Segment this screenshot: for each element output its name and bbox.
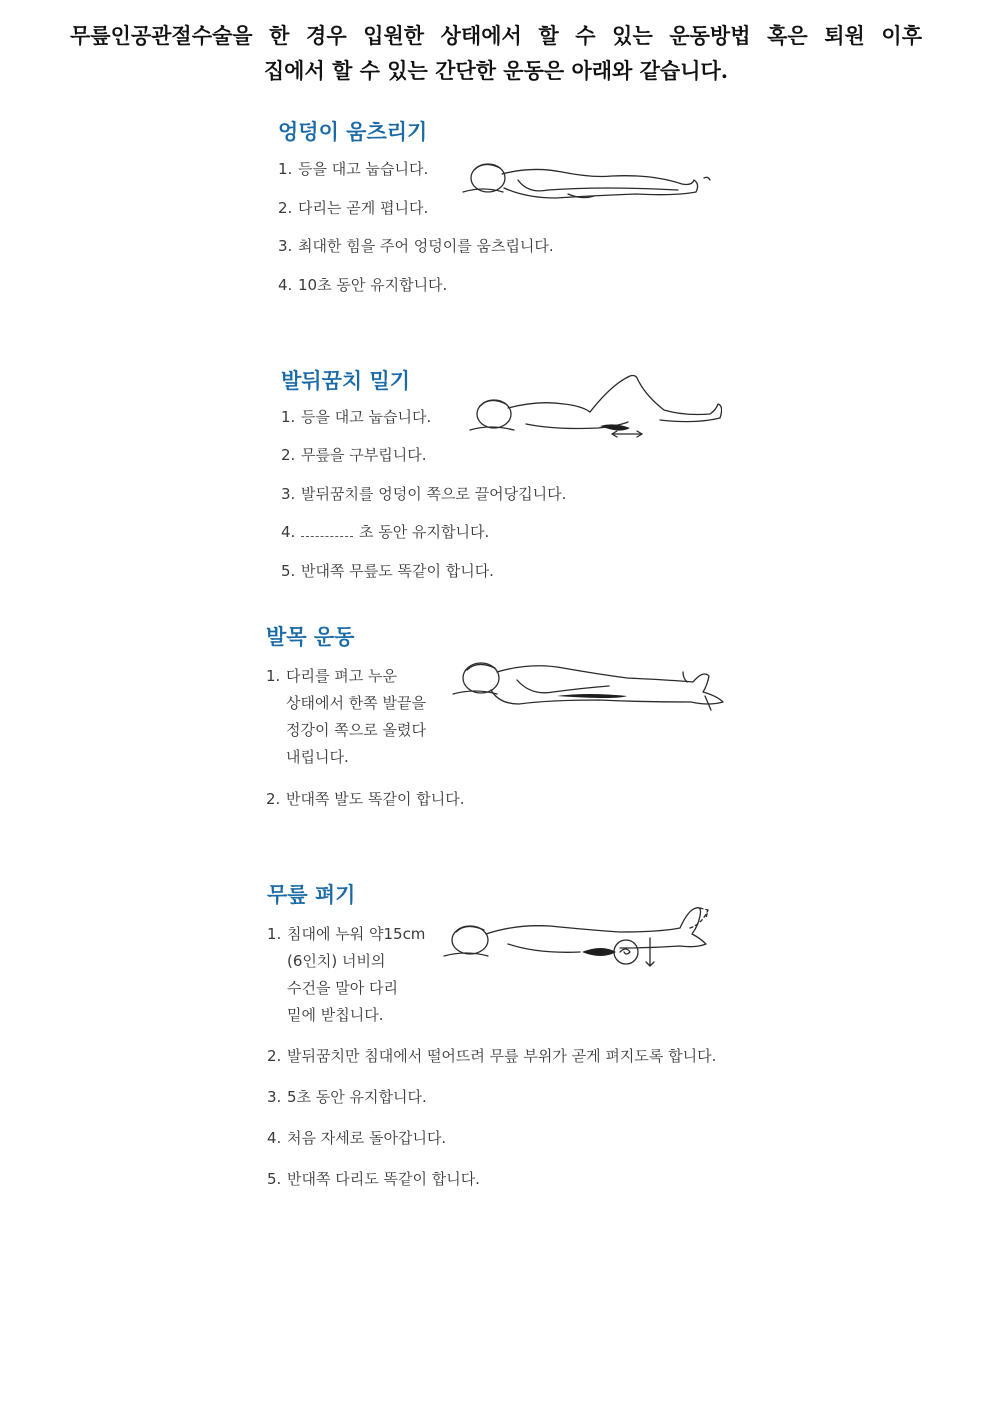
step-item (267, 921, 425, 1029)
step-text-line: 정강이 쪽으로 올렸다 (286, 721, 426, 739)
step-item (281, 442, 426, 469)
section-title: 무릎 펴기 (267, 883, 356, 907)
step-text: 등을 대고 눕습니다. (298, 160, 429, 178)
step-text: 반대쪽 발도 똑같이 합니다. (286, 790, 465, 808)
ankle-pump-illustration (447, 648, 731, 730)
step-number: 5. (267, 1170, 282, 1188)
step-number: 4. (278, 276, 293, 294)
step-item (281, 558, 494, 585)
step-number: 4. (281, 523, 296, 541)
step-number: 3. (281, 485, 296, 503)
step-text: 발뒤꿈치를 엉덩이 쪽으로 끌어당깁니다. (301, 485, 567, 503)
intro-line-2: 집에서 할 수 있는 간단한 운동은 아래와 같습니다. (263, 58, 729, 83)
step-number: 2. (266, 790, 281, 808)
step-item (267, 1084, 427, 1111)
step-item (278, 272, 447, 299)
step-number: 3. (278, 237, 293, 255)
step-text (286, 663, 426, 771)
step-text-line: 밑에 받칩니다. (287, 1006, 384, 1024)
step-item (278, 233, 554, 260)
step-text-line: 내립니다. (286, 748, 349, 766)
lying-flat-illustration (458, 150, 722, 220)
intro-text (70, 18, 922, 88)
step-text: 초 동안 유지합니다. (359, 523, 490, 541)
step-number: 4. (267, 1129, 282, 1147)
step-number: 3. (267, 1088, 282, 1106)
step-text: 무릎을 구부립니다. (301, 446, 427, 464)
step-item (267, 1043, 716, 1070)
section-title: 발뒤꿈치 밀기 (281, 369, 411, 393)
step-text (287, 921, 425, 1029)
step-text-line: 수건을 말아 다리 (287, 979, 398, 997)
step-text: 등을 대고 눕습니다. (301, 408, 432, 426)
step-number: 5. (281, 562, 296, 580)
step-text-line: 상태에서 한쪽 발끝을 (286, 694, 426, 712)
step-text-line: 다리를 펴고 누운 (286, 667, 397, 685)
fill-in-blank (301, 522, 353, 537)
step-text-line: (6인치) 너비의 (287, 952, 386, 970)
step-item (266, 663, 426, 771)
step-item (266, 786, 464, 813)
section-title: 발목 운동 (266, 625, 355, 649)
step-text: 처음 자세로 돌아갑니다. (287, 1129, 447, 1147)
step-number: 1. (278, 160, 293, 178)
step-text: 발뒤꿈치만 침대에서 떨어뜨려 무릎 부위가 곧게 펴지도록 합니다. (287, 1047, 717, 1065)
step-item (278, 156, 428, 183)
step-text: 반대쪽 다리도 똑같이 합니다. (287, 1170, 480, 1188)
step-item (267, 1166, 480, 1193)
step-number: 2. (278, 199, 293, 217)
step-item (278, 195, 428, 222)
step-text: 다리는 곧게 폅니다. (298, 199, 429, 217)
step-text: 최대한 힘을 주어 엉덩이를 움츠립니다. (298, 237, 554, 255)
step-text: 10초 동안 유지합니다. (298, 276, 448, 294)
intro-line-1: 무릎인공관절수술을 한 경우 입원한 상태에서 할 수 있는 운동방법 혹은 퇴원 이후 (70, 23, 922, 48)
step-number: 2. (281, 446, 296, 464)
step-number: 1. (267, 925, 282, 943)
step-number: 1. (281, 408, 296, 426)
step-number: 1. (266, 667, 281, 685)
step-text: 반대쪽 무릎도 똑같이 합니다. (301, 562, 494, 580)
step-item (281, 404, 431, 431)
step-text: 5초 동안 유지합니다. (287, 1088, 427, 1106)
step-number: 2. (267, 1047, 282, 1065)
knee-bent-illustration (462, 372, 722, 444)
step-text-line: 침대에 누워 약15cm (287, 925, 426, 943)
step-item (281, 481, 566, 508)
step-item (267, 1125, 446, 1152)
section-title: 엉덩이 움츠리기 (278, 120, 428, 144)
knee-extension-towel-illustration (432, 898, 732, 978)
step-item (281, 519, 489, 546)
